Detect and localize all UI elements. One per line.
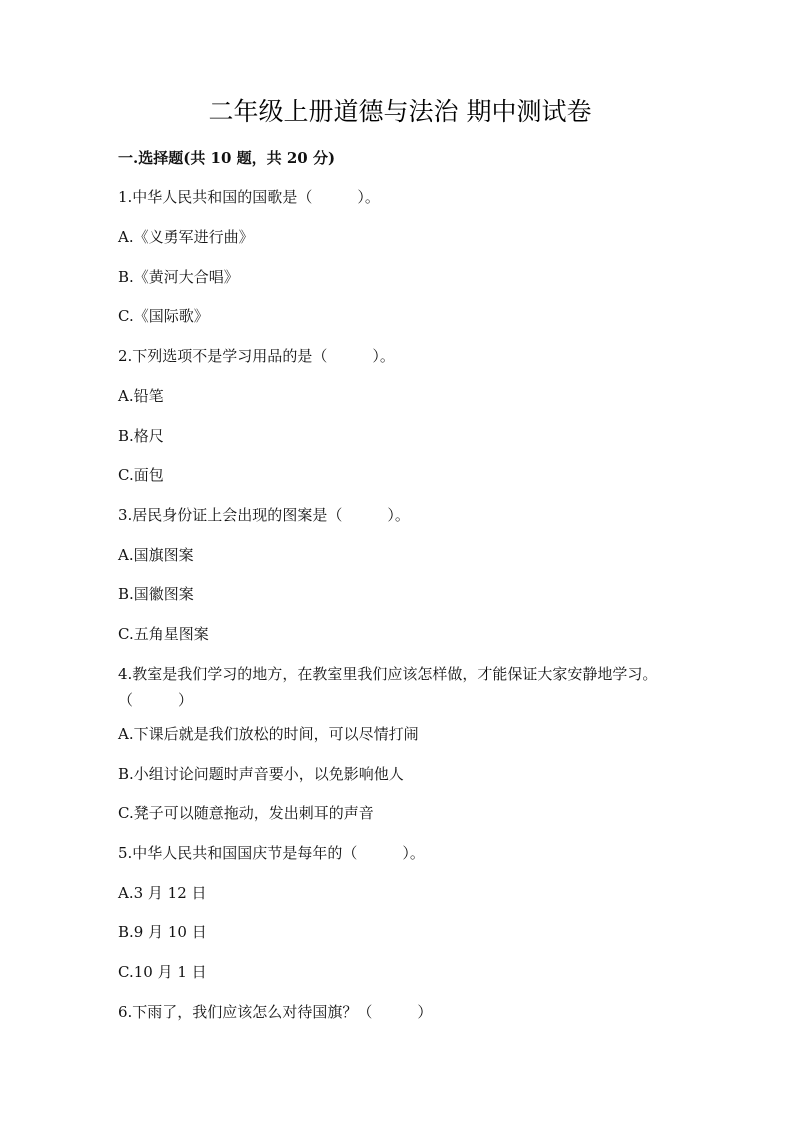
answer-option: C.凳子可以随意拖动，发出刺耳的声音	[118, 804, 374, 822]
answer-option: C.10 月 1 日	[118, 963, 207, 981]
answer-option: B.9 月 10 日	[118, 923, 207, 941]
answer-option: B.国徽图案	[118, 585, 194, 603]
answer-option: A.下课后就是我们放松的时间，可以尽情打闹	[118, 725, 419, 743]
answer-option: C.《国际歌》	[118, 307, 209, 325]
answer-option: B.小组讨论问题时声音要小，以免影响他人	[118, 765, 404, 783]
answer-option: A.3 月 12 日	[118, 884, 207, 902]
answer-option: A.铅笔	[118, 387, 164, 405]
answer-option: B.《黄河大合唱》	[118, 268, 239, 286]
section-heading: 一.选择题(共 10 题，共 20 分)	[118, 149, 336, 167]
question-stem: 3.居民身份证上会出现的图案是（ ）。	[118, 506, 410, 524]
question-stem: 2.下列选项不是学习用品的是（ ）。	[118, 347, 395, 365]
answer-option: A.《义勇军进行曲》	[118, 228, 254, 246]
answer-option: C.面包	[118, 466, 164, 484]
question-stem: 1.中华人民共和国的国歌是（ ）。	[118, 188, 380, 206]
question-stem: 6.下雨了，我们应该怎么对待国旗？（ ）	[118, 1003, 433, 1021]
question-stem: 5.中华人民共和国国庆节是每年的（ ）。	[118, 844, 425, 862]
question-stem: 4.教室是我们学习的地方，在教室里我们应该怎样做，才能保证大家安静地学习。（ ）	[118, 665, 658, 709]
answer-option: C.五角星图案	[118, 625, 209, 643]
exam-title: 二年级上册道德与法治 期中测试卷	[208, 97, 592, 126]
answer-option: B.格尺	[118, 427, 164, 445]
answer-option: A.国旗图案	[118, 546, 194, 564]
